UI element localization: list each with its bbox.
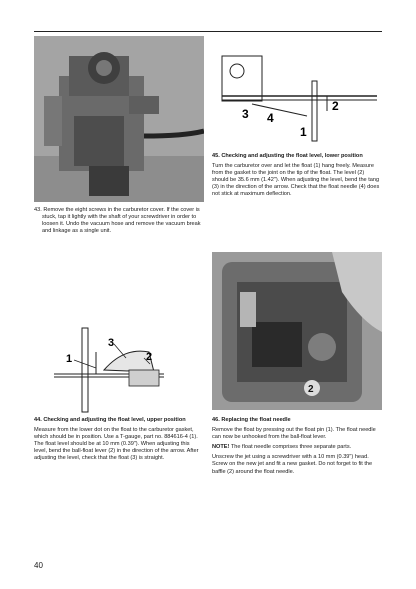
fig45-label-3: 3 (242, 107, 249, 121)
caption-46-note-label: NOTE! (212, 444, 230, 451)
caption-43-number: 43. (34, 207, 42, 213)
float-level-lower-diagram (212, 36, 382, 146)
fig45-label-4: 4 (267, 111, 274, 125)
caption-43-text: Remove the eight screws in the carburetor cover. If the cover is stuck, tap it lightly with the shaft of your screwdriver in order to loosen it. Undo the vacuum hose and remove the vacuum break and linkage as a single unit. (42, 207, 201, 235)
fig45-label-1: 1 (300, 125, 307, 139)
fig44-label-3: 3 (108, 337, 115, 349)
caption-46-note-text: The float needle comprises three separate parts. (229, 444, 352, 451)
float-needle-photo (212, 252, 382, 410)
float-level-upper-diagram (34, 322, 204, 414)
caption-46 (212, 417, 382, 479)
caption-44-text: Measure from the lower dot on the float to the carburetor gasket, which should be in position. Use a T-gauge, part no. 884616-4 (1). The float level should be at 10 mm (0.39"). When adjusting this level, bend the ball-float lever (2) in the direction of the arrow. After adjusting the level, check that the float (3) is straight. (34, 427, 199, 462)
page-number: 40 (34, 561, 43, 570)
caption-44 (34, 417, 204, 466)
caption-43 (34, 207, 204, 238)
caption-46-paragraph-2: Unscrew the jet using a screwdriver with a 10 mm (0.39") head. Screw on the new jet and fit a new gasket. Do not forget to fit the baffle (2) around the float needle. (212, 454, 373, 475)
fig44-label-2: 2 (146, 351, 153, 363)
caption-45-text: Turn the carburetor over and let the float (1) hang freely. Measure from the gasket to the joint on the tip of the float. The level (2) should be 35.6 mm (1.42"). When adjusting the level, bend the tang (3) in the direction of the arrow. Check that the float needle (4) does not stick at maximum deflection. (212, 163, 380, 198)
caption-46-heading: 46. Replacing the float needle (212, 417, 291, 423)
caption-44-heading: 44. Checking and adjusting the float level, upper position (34, 417, 186, 423)
caption-46-note (212, 444, 382, 451)
caption-46-paragraph-1: Remove the float by pressing out the float pin (1). The float needle can now be unhooked from the ball-float lever. (212, 427, 376, 441)
fig44-label-1: 1 (66, 353, 73, 365)
caption-45-heading: 45. Checking and adjusting the float level, lower position (212, 153, 363, 159)
caption-45 (212, 153, 382, 202)
fig45-label-2: 2 (332, 99, 339, 113)
carburetor-photo (34, 36, 204, 202)
top-rule (34, 31, 382, 32)
fig46-label-2: 2 (308, 384, 314, 395)
carburetor-illustration (34, 36, 204, 202)
